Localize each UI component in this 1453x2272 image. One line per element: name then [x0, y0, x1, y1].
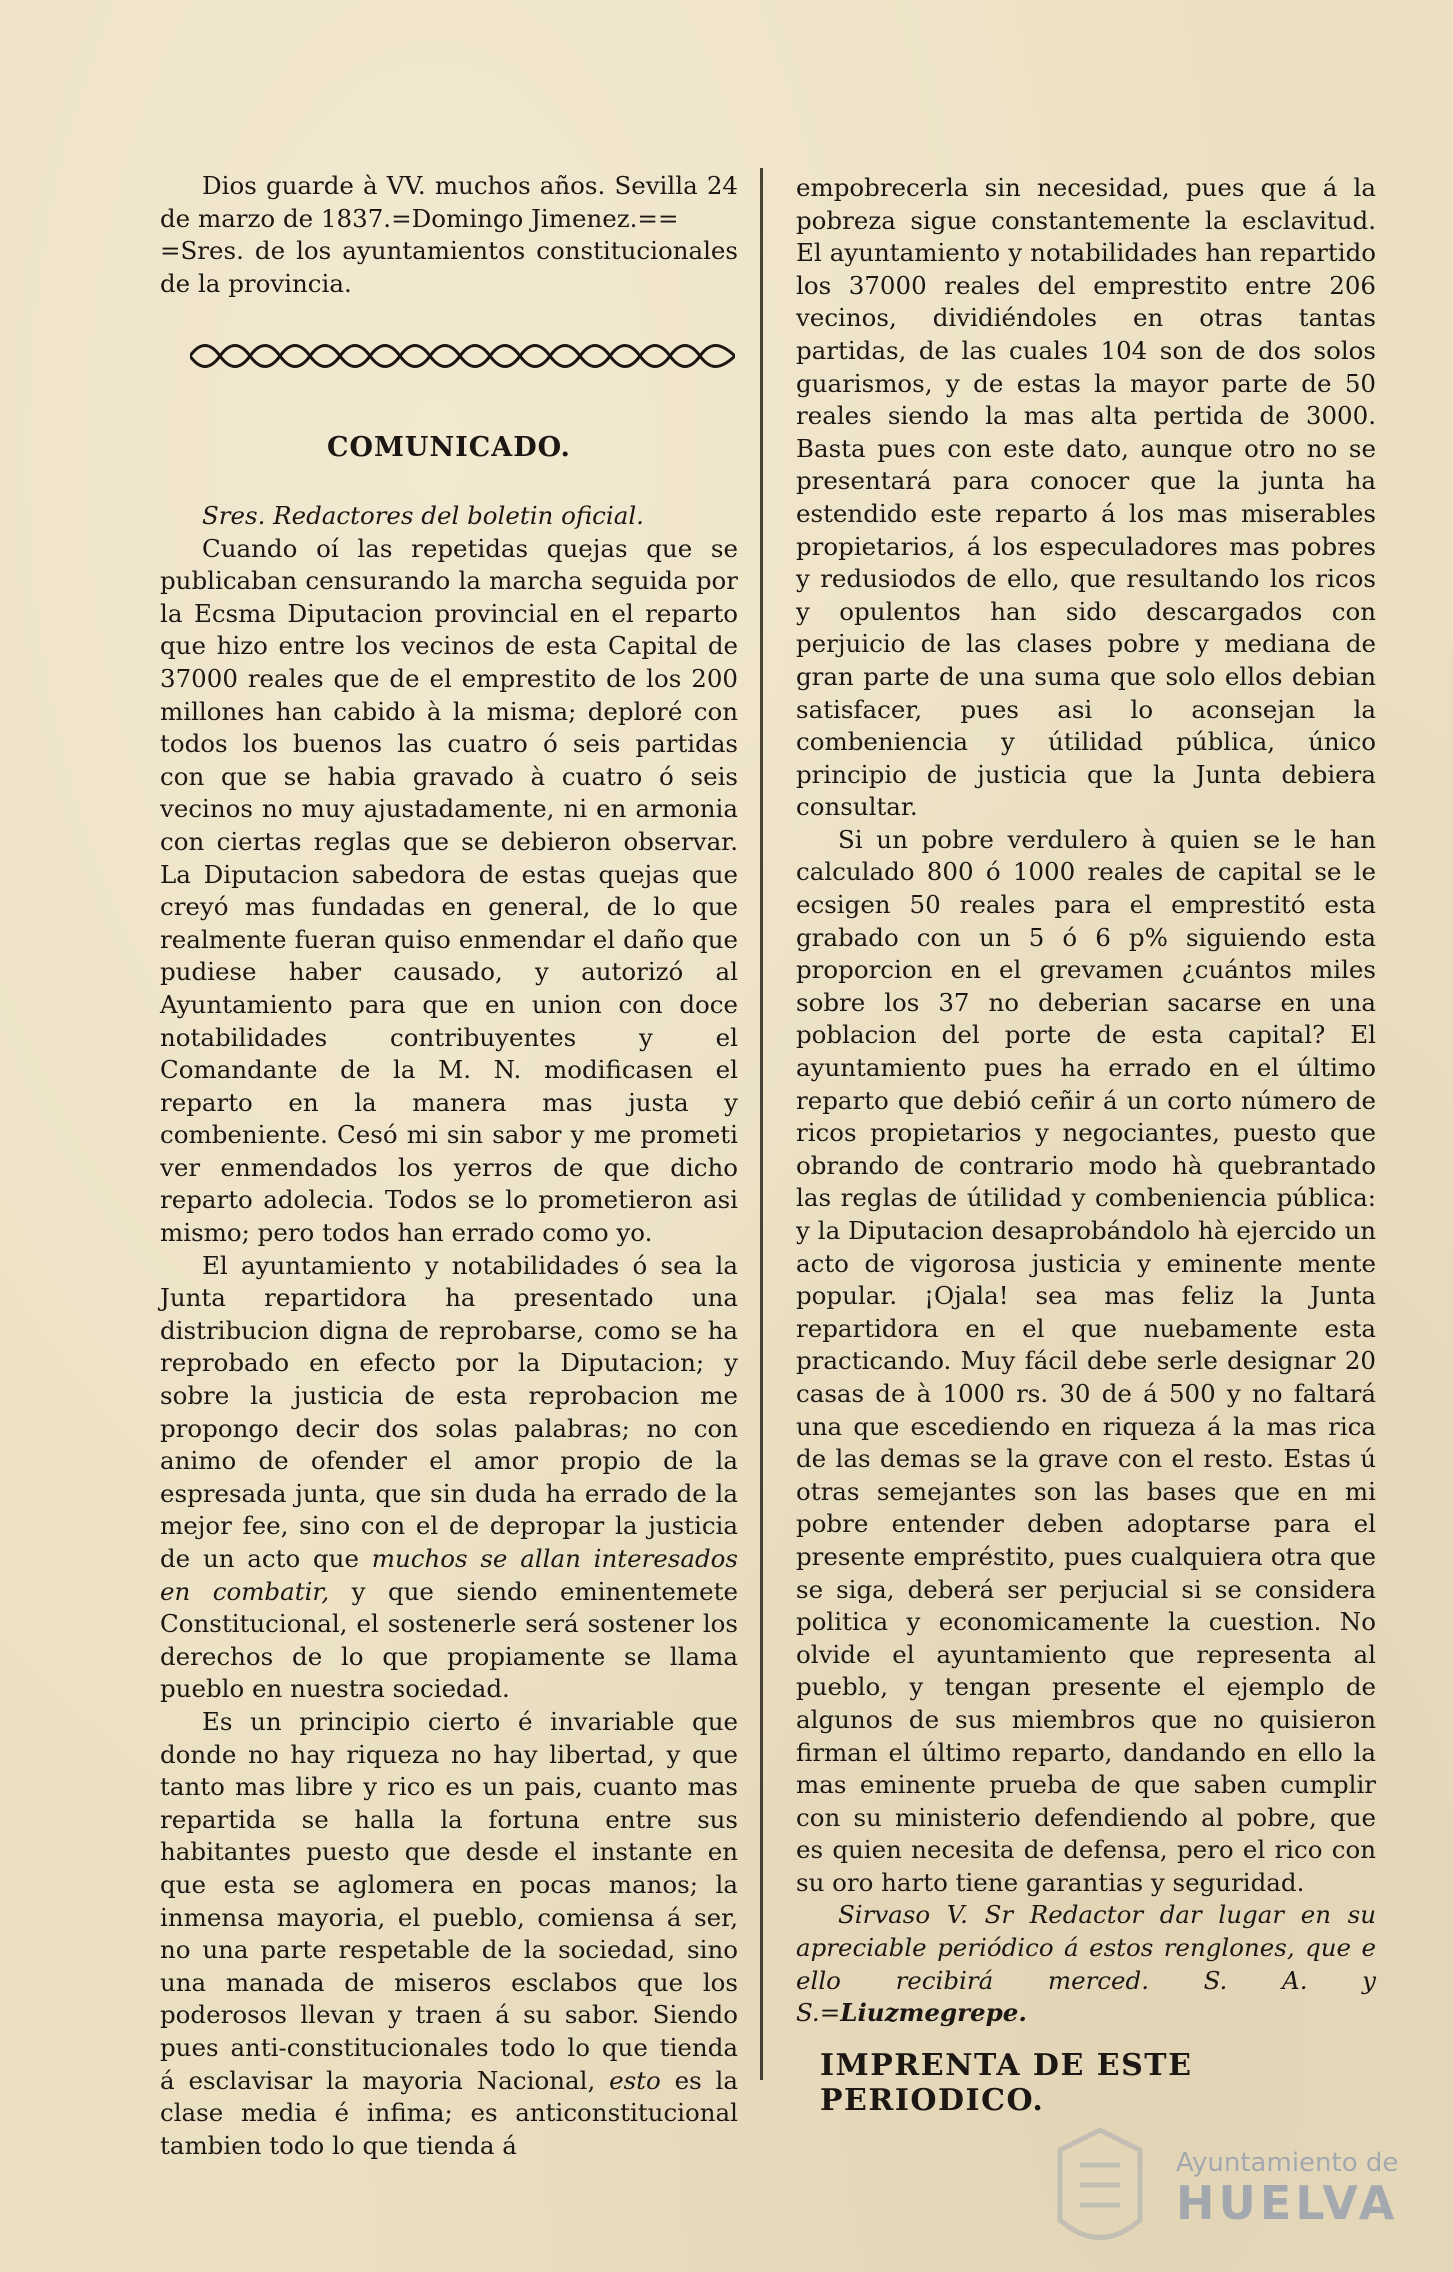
ornamental-divider — [190, 338, 735, 374]
paragraph-1: Cuando oí las repetidas quejas que se publicaban censurando la marcha seguida por la Ecsma Diputacion provincial en el reparto que hizo entre los vecinos de esta Capital de 37000 reales que de el emprestito de los 200 millones han cabido à la misma; deploré con todos los buenos las cuatro ó seis partidas con que se habia gravado à cuatro ó seis vecinos no muy ajustadamente, ni en armonia con ciertas reglas que se debieron observar. La Diputacion sabedora de estas quejas que creyó mas fundadas en general, de lo que realmente fueran quiso enmendar el daño que pudiese haber causado, y autorizó al Ayuntamiento para que en union con doce notabilidades contribuyentes y el Comandante de la M. N. modificasen el reparto en la manera mas justa y combeniente. Cesó mi sin sabor y me prometi ver enmendados los yerros de que dicho reparto adolecia. Todos se lo prometieron asi mismo; pero todos han errado como yo. — [160, 533, 738, 1248]
column-divider — [760, 168, 763, 2080]
paragraph-3-italic: esto — [609, 2065, 661, 2095]
paragraph-3 — [160, 1706, 738, 2162]
left-column-body — [160, 500, 738, 2162]
closing-line-2: =Sres. de los ayuntamientos constitucionales de la provincia. — [160, 236, 738, 298]
paragraph-3-part-2: es la clase media é infima; es anticonstitucional tambien todo lo que tienda á — [160, 2065, 738, 2160]
right-paragraph-1: empobrecerla sin necesidad, pues que á la pobreza sigue constantemente la esclavitud. El ayuntamiento y notabilidades han repartido los 37000 reales del emprestito entre 206 vecinos, dividiéndoles en otras tantas partidas, de las cuales 104 son de dos solos guarismos, y de estas la mayor parte de 50 reales siendo la mas alta pertida de 3000. Basta pues con este dato, aunque otro no se presentará para conocer que la junta ha estendido este reparto á los mas miserables propietarios, á los especuladores mas pobres y redusiodos de ello, que resultando los ricos y opulentos han sido descargados con perjuicio de las clases pobre y mediana de gran parte de una suma que solo ellos debian satisfacer, pues asi lo aconsejan la combeniencia y útilidad pública, único principio de justicia que la Junta debiera consultar. — [796, 173, 1376, 822]
signature: Liuzmegrepe. — [840, 1998, 1027, 2028]
left-column-top — [160, 170, 738, 300]
paragraph-2-italic: muchos se allan interesados en combatir, — [160, 1544, 738, 1606]
salutation: Sres. Redactores del boletin oficial. — [202, 501, 644, 530]
right-paragraph-2: Si un pobre verdulero à quien se le han calculado 800 ó 1000 reales de capital se le ecsigen 50 reales para el emprestitó esta grabado con un 5 ó 6 p% siguiendo esta proporcion en el grevamen ¿cuántos miles sobre los 37 no deberian sacarse en una poblacion del porte de esta capital? El ayuntamiento pues ha errado en el último reparto que debió ceñir á un corto número de ricos propietarios y negociantes, puesto que obrando de contrario modo hà quebrantado las reglas de útilidad y combeniencia pública: y la Diputacion desaprobándolo hà ejercido un acto de vigorosa justicia y eminente mente popular. ¡Ojala! sea mas feliz la Junta repartidora en el que nuebamente esta practicando. Muy fácil debe serle designar 20 casas de à 1000 rs. 30 de á 500 y no faltará una que escediendo en riqueza á la mas rica de las demas se la grave con el resto. Estas ú otras semejantes son las bases que en mi pobre entender deben adoptarse para el presente empréstito, pues cualquiera otra que se siga, deberá ser perjucial si se considera politica y economicamente la cuestion. No olvide el ayuntamiento que representa al pueblo, y tengan presente el ejemplo de algunos de sus miembros que no quisieron firman el último reparto, dandando en ello la mas eminente prueba de que saben cumplir con su ministerio defendiendo al pobre, que es quien necesita de defensa, pero el rico con su oro harto tiene garantias y seguridad. — [796, 824, 1376, 1897]
paragraph-2-part-2: y que siendo eminentemete Constitucional, el sostenerle será sostener los derechos de lo que propiamente se llama pueblo en nuestra sociedad. — [160, 1576, 738, 1704]
right-paragraph-3 — [796, 1899, 1376, 2029]
closing-line-1: Dios guarde à VV. muchos años. Sevilla 24 de marzo de 1837.=Domingo Jimenez.== — [160, 171, 738, 233]
right-column — [796, 172, 1376, 2030]
paragraph-3-part-1: Es un principio cierto é invariable que donde no hay riqueza no hay libertad, y que tanto mas libre y rico es un pais, cuanto mas repartida se halla la fortuna entre sus habitantes puesto que desde el instante en que esta se aglomera en pocas manos; la inmensa mayoria, el pueblo, comiensa á ser, no una parte respetable de la sociedad, sino una manada de miseros esclabos que los poderosos llevan y traen á su sabor. Siendo pues anti-constitucionales todo lo que tienda á esclavisar la mayoria Nacional, — [160, 1706, 738, 2095]
archive-watermark — [1176, 2148, 1398, 2230]
section-heading: COMUNICADO. — [327, 432, 571, 463]
paragraph-2 — [160, 1250, 738, 1706]
watermark-line-2: HUELVA — [1176, 2176, 1399, 2230]
watermark-line-1: Ayuntamiento de — [1176, 2148, 1399, 2178]
paragraph-2-part-1: El ayuntamiento y notabilidades ó sea la Junta repartidora ha presentado una distribucion digna de reprobarse, como se ha reprobado en efecto por la Diputacion; y sobre la justicia de esta reprobacion me propongo decir dos solas palabras; no con animo de ofender el amor propio de la espresada junta, que sin duda ha errado de la mejor fee, sino con el de depropar la justicia de un acto que — [160, 1250, 738, 1573]
right-paragraph-3-text: Sirvaso V. Sr Redactor dar lugar en su apreciable periódico á estos renglones, que e ello recibirá merced. S. A. y S.= — [796, 1900, 1376, 2028]
printer-imprint: IMPRENTA DE ESTE PERIODICO. — [820, 2048, 1193, 2118]
